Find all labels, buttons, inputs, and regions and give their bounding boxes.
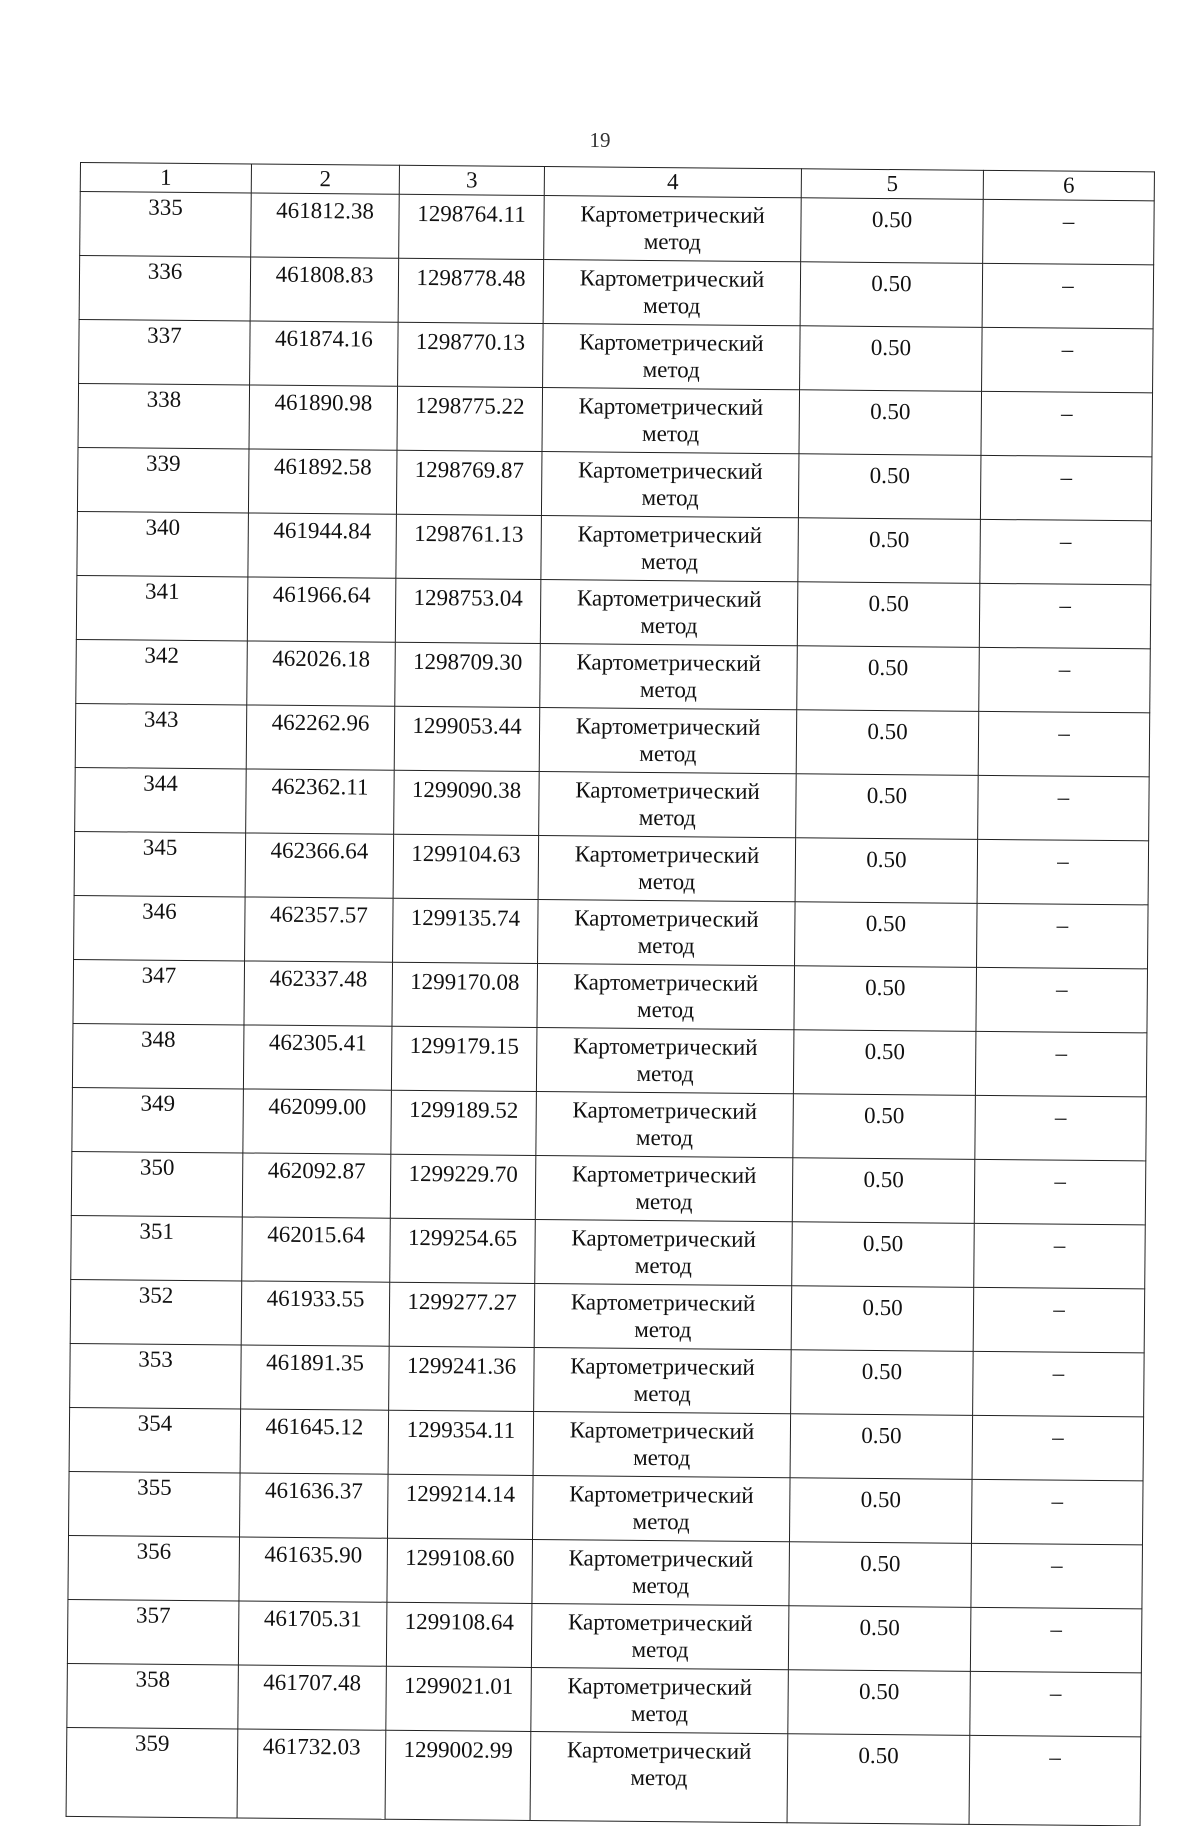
table-row: [76, 575, 1151, 648]
coordinate-y-cell: 1299354.11: [388, 1410, 534, 1475]
method-line-2: метод: [633, 1444, 691, 1471]
accuracy-cell: 0.50: [796, 710, 979, 776]
accuracy-cell: 0.50: [791, 1286, 974, 1352]
note-cell: –: [980, 455, 1152, 520]
point-number-cell: 336: [79, 256, 251, 321]
coordinate-y-cell: 1299170.08: [392, 962, 538, 1027]
method-line-2: метод: [630, 1764, 688, 1791]
point-number-cell: 348: [72, 1023, 244, 1088]
accuracy-cell: 0.50: [795, 838, 978, 904]
point-number-cell: 355: [69, 1471, 241, 1536]
coordinate-x-cell: 461874.16: [250, 321, 399, 386]
coordinate-y-cell: 1299214.14: [388, 1474, 534, 1539]
method-line-2: метод: [641, 484, 699, 511]
method-line-1: Картометрический: [571, 1161, 757, 1188]
method-cell: [532, 1540, 790, 1606]
accuracy-cell: 0.50: [799, 390, 982, 456]
column-header-3: 3: [399, 165, 544, 195]
point-number-cell: 338: [78, 383, 250, 448]
coordinate-x-cell: 461808.83: [250, 257, 399, 322]
accuracy-cell: 0.50: [789, 1478, 972, 1544]
method-cell: [531, 1667, 789, 1733]
method-line-2: метод: [633, 1380, 691, 1407]
table-row: [68, 1535, 1143, 1608]
method-line-1: Картометрический: [569, 1481, 754, 1508]
note-cell: –: [970, 1671, 1142, 1736]
note-cell: –: [976, 967, 1148, 1032]
method-line-1: Картометрический: [572, 1097, 758, 1124]
method-line-1: Картометрический: [580, 201, 765, 228]
coordinate-x-cell: 461890.98: [249, 385, 398, 450]
point-number-cell: 352: [70, 1279, 242, 1344]
coordinate-x-cell: 462026.18: [247, 641, 396, 706]
method-line-1: Картометрический: [569, 1417, 755, 1444]
method-line-2: метод: [643, 228, 701, 255]
coordinate-x-cell: 462305.41: [243, 1025, 392, 1090]
method-line-1: Картометрический: [570, 1289, 756, 1316]
method-line-2: метод: [642, 420, 700, 447]
table-row: [75, 767, 1150, 840]
coordinate-x-cell: 461966.64: [247, 577, 396, 642]
method-line-1: Картометрический: [579, 329, 764, 356]
method-cell: [536, 1092, 794, 1158]
point-number-cell: 351: [71, 1215, 243, 1280]
table-row: [77, 447, 1152, 520]
method-cell: [531, 1603, 789, 1669]
note-cell: –: [975, 1031, 1147, 1096]
method-line-2: метод: [631, 1636, 689, 1663]
note-cell: –: [979, 647, 1151, 712]
column-header-6: 6: [983, 170, 1154, 200]
point-number-cell: 350: [71, 1151, 243, 1216]
table-row: [67, 1663, 1142, 1736]
table-row: [71, 1151, 1146, 1224]
coordinate-x-cell: 461892.58: [248, 449, 397, 514]
method-line-1: Картометрический: [574, 905, 759, 932]
method-line-2: метод: [634, 1316, 692, 1343]
coordinate-x-cell: 461707.48: [238, 1665, 387, 1730]
coordinate-x-cell: 462099.00: [243, 1089, 392, 1154]
accuracy-cell: 0.50: [792, 1222, 975, 1288]
table-row: [74, 895, 1149, 968]
method-line-1: Картометрический: [574, 841, 760, 868]
coordinate-y-cell: 1298770.13: [398, 322, 544, 387]
method-line-2: метод: [640, 548, 699, 575]
method-line-1: Картометрический: [566, 1737, 752, 1764]
accuracy-cell: 0.50: [794, 966, 977, 1032]
column-header-2: 2: [251, 164, 399, 194]
method-cell: [538, 900, 796, 966]
coordinate-x-cell: 462092.87: [242, 1153, 391, 1218]
method-line-1: Картометрический: [576, 585, 762, 612]
point-number-cell: 358: [67, 1663, 239, 1728]
method-cell: [539, 708, 797, 774]
method-line-1: Картометрический: [579, 265, 765, 292]
note-cell: –: [974, 1159, 1146, 1224]
accuracy-cell: 0.50: [797, 582, 980, 648]
point-number-cell: 340: [77, 511, 249, 576]
table-row: [72, 1087, 1147, 1160]
note-cell: –: [978, 711, 1150, 776]
accuracy-cell: 0.50: [793, 1094, 976, 1160]
method-cell: [541, 516, 799, 582]
method-line-2: метод: [635, 1124, 694, 1151]
method-line-2: метод: [631, 1572, 690, 1599]
table-row: [75, 703, 1150, 776]
accuracy-cell: 0.50: [795, 902, 978, 968]
method-line-2: метод: [639, 740, 697, 767]
table-row: [80, 192, 1155, 265]
note-cell: –: [973, 1351, 1145, 1416]
method-cell: [536, 1028, 794, 1094]
point-number-cell: 335: [80, 192, 252, 257]
method-line-1: Картометрический: [578, 393, 764, 420]
coordinate-x-cell: 462366.64: [245, 833, 394, 898]
point-number-cell: 345: [74, 831, 246, 896]
coordinate-y-cell: 1299002.99: [385, 1730, 531, 1820]
accuracy-cell: 0.50: [790, 1414, 973, 1480]
coordinate-x-cell: 462362.11: [246, 769, 395, 834]
method-line-1: Картометрический: [572, 1033, 758, 1060]
note-cell: –: [971, 1543, 1143, 1608]
coordinate-x-cell: 461705.31: [238, 1601, 387, 1666]
column-header-5: 5: [801, 169, 983, 200]
coordinate-y-cell: 1298761.13: [396, 514, 542, 579]
accuracy-cell: 0.50: [798, 454, 981, 520]
point-number-cell: 337: [79, 319, 251, 384]
coordinate-y-cell: 1299135.74: [393, 898, 539, 963]
method-line-2: метод: [638, 804, 696, 831]
method-line-2: метод: [642, 356, 700, 383]
coordinate-y-cell: 1299241.36: [389, 1346, 535, 1411]
coordinate-y-cell: 1298753.04: [395, 578, 541, 643]
coordinate-x-cell: 461891.35: [241, 1345, 390, 1410]
note-cell: –: [971, 1479, 1143, 1544]
method-line-1: Картометрический: [567, 1673, 753, 1700]
method-cell: [538, 836, 796, 902]
method-line-2: метод: [639, 676, 698, 703]
note-cell: –: [972, 1415, 1144, 1480]
note-cell: –: [970, 1607, 1142, 1672]
table-row: [69, 1471, 1144, 1544]
note-cell: –: [975, 1095, 1147, 1160]
note-cell: –: [982, 327, 1154, 392]
point-number-cell: 356: [68, 1535, 240, 1600]
method-line-1: Картометрический: [576, 649, 762, 676]
method-cell: [534, 1284, 792, 1350]
method-line-2: метод: [637, 932, 695, 959]
method-cell: [543, 260, 801, 326]
coordinate-y-cell: 1299090.38: [394, 770, 540, 835]
table-row: [76, 639, 1151, 712]
method-cell: [535, 1156, 793, 1222]
method-line-2: метод: [635, 1188, 693, 1215]
method-line-2: метод: [634, 1252, 693, 1279]
method-line-1: Картометрический: [575, 713, 761, 740]
point-number-cell: 339: [77, 447, 249, 512]
coordinate-x-cell: 461635.90: [239, 1537, 388, 1602]
coordinate-y-cell: 1299179.15: [391, 1026, 537, 1091]
coordinate-y-cell: 1298709.30: [395, 642, 541, 707]
note-cell: –: [973, 1287, 1145, 1352]
point-number-cell: 341: [76, 575, 248, 640]
point-number-cell: 354: [69, 1407, 241, 1472]
accuracy-cell: 0.50: [792, 1158, 975, 1224]
column-header-4: 4: [544, 167, 801, 198]
table-row: [79, 256, 1154, 329]
table-row: [73, 959, 1148, 1032]
coordinate-y-cell: 1299229.70: [390, 1154, 536, 1219]
accuracy-cell: 0.50: [800, 262, 983, 328]
page-number: 19: [589, 128, 611, 152]
method-line-2: метод: [643, 292, 701, 319]
table-row: [74, 831, 1149, 904]
point-number-cell: 357: [67, 1599, 239, 1664]
note-cell: –: [977, 903, 1149, 968]
method-cell: [535, 1220, 793, 1286]
table-row: [72, 1023, 1147, 1096]
note-cell: –: [981, 391, 1153, 456]
point-number-cell: 353: [70, 1343, 242, 1408]
method-line-1: Картометрический: [568, 1545, 754, 1572]
coordinate-x-cell: 461732.03: [237, 1729, 386, 1819]
accuracy-cell: 0.50: [788, 1606, 971, 1672]
coordinates-table: [66, 162, 1155, 1826]
coordinate-y-cell: 1299254.65: [390, 1218, 536, 1283]
method-line-1: Картометрический: [577, 521, 763, 548]
accuracy-cell: 0.50: [788, 1670, 971, 1736]
coordinate-y-cell: 1298764.11: [399, 194, 545, 259]
coordinate-x-cell: 462357.57: [245, 897, 394, 962]
note-cell: –: [983, 199, 1155, 264]
method-line-2: метод: [636, 1060, 694, 1087]
accuracy-cell: 0.50: [796, 774, 979, 840]
table-row: [66, 1727, 1141, 1825]
note-cell: –: [980, 519, 1152, 584]
table-row: [78, 383, 1153, 456]
method-cell: [532, 1476, 790, 1542]
coordinate-y-cell: 1299104.63: [393, 834, 539, 899]
method-cell: [541, 452, 799, 518]
method-cell: [537, 964, 795, 1030]
coordinate-x-cell: 462262.96: [246, 705, 395, 770]
coordinate-y-cell: 1298769.87: [396, 450, 542, 515]
method-cell: [533, 1412, 791, 1478]
coordinate-y-cell: 1299108.64: [386, 1602, 532, 1667]
note-cell: –: [969, 1735, 1141, 1825]
coordinate-y-cell: 1299189.52: [391, 1090, 537, 1155]
coordinate-y-cell: 1299277.27: [389, 1282, 535, 1347]
point-number-cell: 347: [73, 959, 245, 1024]
accuracy-cell: 0.50: [787, 1734, 970, 1825]
note-cell: –: [979, 583, 1151, 648]
accuracy-cell: 0.50: [789, 1542, 972, 1608]
table-row: [70, 1279, 1145, 1352]
note-cell: –: [974, 1223, 1146, 1288]
coordinate-x-cell: 462015.64: [242, 1217, 391, 1282]
accuracy-cell: 0.50: [797, 646, 980, 712]
coordinate-x-cell: 461812.38: [251, 193, 400, 258]
point-number-cell: 343: [75, 703, 247, 768]
method-cell: [543, 324, 801, 390]
note-cell: –: [982, 263, 1154, 328]
method-line-1: Картометрический: [571, 1225, 756, 1252]
method-line-2: метод: [632, 1508, 690, 1535]
coordinate-y-cell: 1299108.60: [387, 1538, 533, 1603]
coordinate-x-cell: 461636.37: [240, 1473, 389, 1538]
coordinate-y-cell: 1299021.01: [386, 1666, 532, 1731]
method-line-1: Картометрический: [575, 777, 760, 804]
point-number-cell: 349: [72, 1087, 244, 1152]
coordinate-y-cell: 1299053.44: [394, 706, 540, 771]
column-header-1: 1: [80, 163, 251, 193]
coordinate-x-cell: 461944.84: [248, 513, 397, 578]
note-cell: –: [978, 775, 1150, 840]
accuracy-cell: 0.50: [800, 326, 983, 392]
point-number-cell: 344: [75, 767, 247, 832]
note-cell: –: [977, 839, 1149, 904]
method-line-1: Картометрический: [567, 1609, 753, 1636]
accuracy-cell: 0.50: [798, 518, 981, 584]
coordinate-x-cell: 461645.12: [240, 1409, 389, 1474]
method-cell: [544, 196, 802, 262]
coordinate-x-cell: 461933.55: [241, 1281, 390, 1346]
point-number-cell: 346: [74, 895, 246, 960]
coordinate-x-cell: 462337.48: [244, 961, 393, 1026]
method-line-2: метод: [638, 868, 696, 895]
point-number-cell: 342: [76, 639, 248, 704]
table-row: [79, 319, 1154, 392]
method-cell: [530, 1731, 788, 1822]
accuracy-cell: 0.50: [801, 198, 984, 264]
method-line-1: Картометрический: [573, 969, 759, 996]
method-line-2: метод: [630, 1700, 689, 1727]
table-row: [67, 1599, 1142, 1672]
table-row: [77, 511, 1152, 584]
method-cell: [534, 1348, 792, 1414]
point-number-cell: 359: [66, 1727, 238, 1817]
method-cell: [540, 580, 798, 646]
method-line-1: Картометрический: [577, 457, 763, 484]
method-line-2: метод: [636, 996, 695, 1023]
method-cell: [539, 772, 797, 838]
table-row: [70, 1343, 1145, 1416]
method-line-2: метод: [640, 612, 698, 639]
method-cell: [542, 388, 800, 454]
table-body: [66, 192, 1154, 1826]
method-line-1: Картометрический: [570, 1353, 755, 1380]
coordinate-y-cell: 1298778.48: [398, 258, 544, 323]
method-cell: [540, 644, 798, 710]
table-row: [69, 1407, 1144, 1480]
coordinate-y-cell: 1298775.22: [397, 386, 543, 451]
accuracy-cell: 0.50: [791, 1350, 974, 1416]
accuracy-cell: 0.50: [793, 1030, 976, 1096]
table-row: [71, 1215, 1146, 1288]
